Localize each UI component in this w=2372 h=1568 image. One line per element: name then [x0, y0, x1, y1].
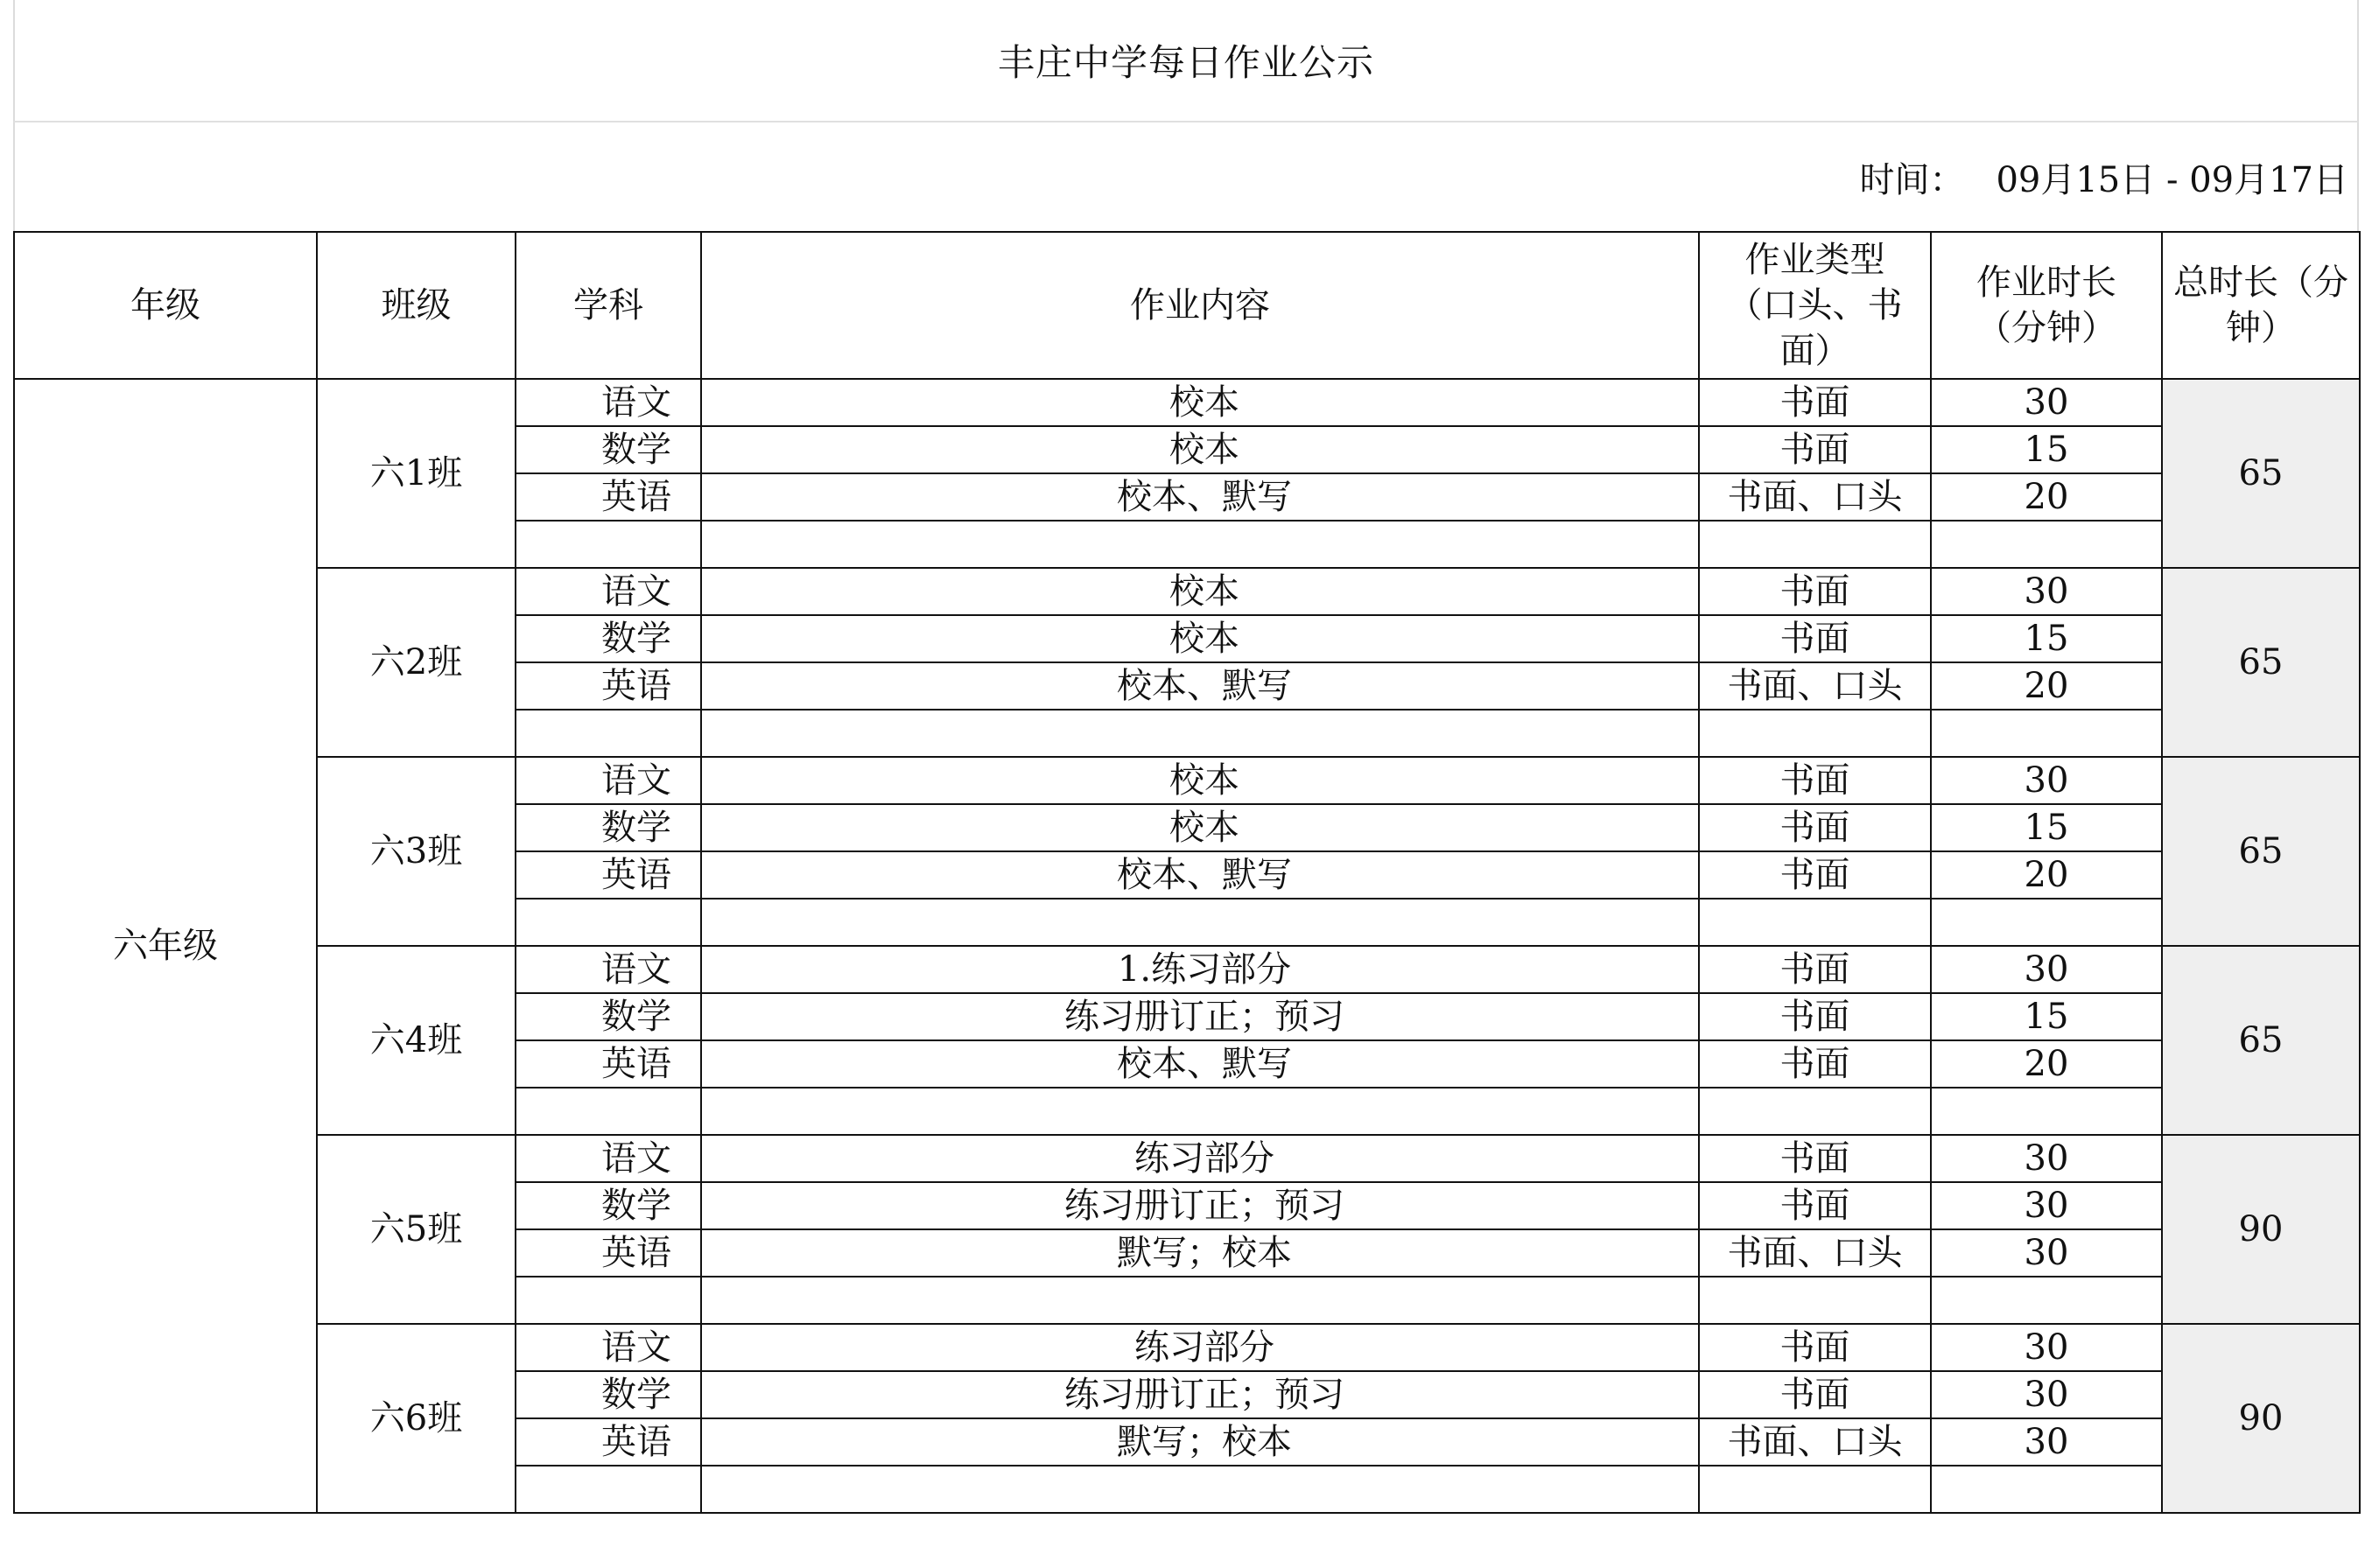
duration-cell: 30 [1931, 1371, 2162, 1418]
type-cell [1699, 1277, 1931, 1324]
table-row [14, 1135, 2360, 1182]
content-cell: 默写；校本 [701, 1229, 1699, 1277]
content-cell: 校本 [701, 615, 1699, 662]
content-cell [701, 1466, 1699, 1513]
type-cell [1699, 710, 1931, 757]
subject-cell: 语文 [516, 568, 701, 615]
duration-cell [1931, 1277, 2162, 1324]
type-cell: 书面 [1699, 615, 1931, 662]
type-cell: 书面、口头 [1699, 1418, 1931, 1466]
subject-cell: 数学 [516, 1371, 701, 1418]
duration-cell: 20 [1931, 851, 2162, 899]
header-grade: 年级 [14, 232, 317, 379]
type-cell [1699, 1088, 1931, 1135]
header-content: 作业内容 [701, 232, 1699, 379]
duration-cell: 30 [1931, 1182, 2162, 1229]
header-subject: 学科 [516, 232, 701, 379]
subject-cell [516, 899, 701, 946]
subject-cell: 英语 [516, 473, 701, 521]
table-row [14, 568, 2360, 615]
type-cell [1699, 521, 1931, 568]
content-cell: 练习册订正；预习 [701, 1182, 1699, 1229]
type-cell: 书面 [1699, 804, 1931, 851]
type-cell: 书面、口头 [1699, 662, 1931, 710]
content-cell [701, 710, 1699, 757]
total-duration-cell: 65 [2162, 946, 2360, 1135]
subject-cell [516, 521, 701, 568]
date-range-row [13, 122, 2359, 231]
content-cell: 练习册订正；预习 [701, 993, 1699, 1040]
duration-cell: 30 [1931, 379, 2162, 426]
class-name-cell: 六4班 [317, 946, 516, 1135]
subject-cell: 语文 [516, 379, 701, 426]
date-label: 时间： [1859, 159, 1965, 200]
type-cell: 书面 [1699, 946, 1931, 993]
content-cell [701, 1088, 1699, 1135]
type-cell: 书面 [1699, 757, 1931, 804]
sheet-title-row [13, 0, 2359, 122]
content-cell: 练习册订正；预习 [701, 1371, 1699, 1418]
content-cell: 校本 [701, 804, 1699, 851]
subject-cell [516, 1466, 701, 1513]
class-name-cell: 六1班 [317, 379, 516, 568]
header-duration: 作业时长（分钟） [1931, 232, 2162, 379]
table-body [14, 379, 2360, 1513]
content-cell: 校本、默写 [701, 851, 1699, 899]
class-name-cell: 六2班 [317, 568, 516, 757]
duration-cell [1931, 710, 2162, 757]
subject-cell: 数学 [516, 426, 701, 473]
duration-cell: 30 [1931, 1324, 2162, 1371]
content-cell [701, 899, 1699, 946]
content-cell: 校本、默写 [701, 662, 1699, 710]
subject-cell: 数学 [516, 804, 701, 851]
type-cell [1699, 1466, 1931, 1513]
content-cell: 练习部分 [701, 1324, 1699, 1371]
subject-cell: 英语 [516, 851, 701, 899]
content-cell: 练习部分 [701, 1135, 1699, 1182]
subject-cell: 数学 [516, 615, 701, 662]
duration-cell: 30 [1931, 1135, 2162, 1182]
duration-cell [1931, 1088, 2162, 1135]
duration-cell: 30 [1931, 1418, 2162, 1466]
content-cell: 校本、默写 [701, 473, 1699, 521]
date-range: 09月15日 - 09月17日 [1996, 159, 2348, 200]
grade-cell: 六年级 [14, 379, 317, 1513]
duration-cell: 20 [1931, 473, 2162, 521]
content-cell [701, 1277, 1699, 1324]
content-cell: 校本 [701, 379, 1699, 426]
duration-cell: 15 [1931, 804, 2162, 851]
subject-cell: 英语 [516, 662, 701, 710]
subject-cell: 语文 [516, 946, 701, 993]
total-duration-cell: 65 [2162, 757, 2360, 946]
duration-cell: 30 [1931, 568, 2162, 615]
type-cell: 书面 [1699, 1135, 1931, 1182]
subject-cell [516, 1088, 701, 1135]
subject-cell [516, 1277, 701, 1324]
type-cell: 书面 [1699, 379, 1931, 426]
type-cell: 书面 [1699, 993, 1931, 1040]
class-name-cell: 六5班 [317, 1135, 516, 1324]
class-name-cell: 六3班 [317, 757, 516, 946]
type-cell: 书面 [1699, 1040, 1931, 1088]
table-row [14, 757, 2360, 804]
table-row [14, 1324, 2360, 1371]
type-cell: 书面 [1699, 426, 1931, 473]
type-cell: 书面 [1699, 1324, 1931, 1371]
homework-table [13, 231, 2361, 1514]
duration-cell: 30 [1931, 757, 2162, 804]
duration-cell: 30 [1931, 946, 2162, 993]
type-cell: 书面、口头 [1699, 1229, 1931, 1277]
duration-cell [1931, 1466, 2162, 1513]
total-duration-cell: 90 [2162, 1324, 2360, 1513]
duration-cell: 20 [1931, 1040, 2162, 1088]
table-row [14, 379, 2360, 426]
content-cell: 1.练习部分 [701, 946, 1699, 993]
subject-cell [516, 710, 701, 757]
header-class: 班级 [317, 232, 516, 379]
header-type: 作业类型（口头、书面） [1699, 232, 1931, 379]
type-cell: 书面 [1699, 568, 1931, 615]
duration-cell: 20 [1931, 662, 2162, 710]
type-cell: 书面 [1699, 1182, 1931, 1229]
subject-cell: 英语 [516, 1418, 701, 1466]
total-duration-cell: 65 [2162, 379, 2360, 568]
duration-cell: 15 [1931, 426, 2162, 473]
duration-cell: 15 [1931, 993, 2162, 1040]
content-cell: 校本 [701, 426, 1699, 473]
header-row [14, 232, 2360, 379]
subject-cell: 语文 [516, 757, 701, 804]
table-row [14, 946, 2360, 993]
class-name-cell: 六6班 [317, 1324, 516, 1513]
homework-sheet [13, 0, 2359, 1514]
content-cell [701, 521, 1699, 568]
duration-cell [1931, 521, 2162, 568]
content-cell: 默写；校本 [701, 1418, 1699, 1466]
sheet-title: 丰庄中学每日作业公示 [997, 41, 1374, 84]
content-cell: 校本 [701, 568, 1699, 615]
content-cell: 校本、默写 [701, 1040, 1699, 1088]
subject-cell: 英语 [516, 1229, 701, 1277]
header-total: 总时长（分钟） [2162, 232, 2360, 379]
subject-cell: 数学 [516, 993, 701, 1040]
type-cell: 书面、口头 [1699, 473, 1931, 521]
duration-cell: 15 [1931, 615, 2162, 662]
subject-cell: 语文 [516, 1135, 701, 1182]
duration-cell: 30 [1931, 1229, 2162, 1277]
type-cell: 书面 [1699, 851, 1931, 899]
total-duration-cell: 65 [2162, 568, 2360, 757]
type-cell [1699, 899, 1931, 946]
subject-cell: 数学 [516, 1182, 701, 1229]
content-cell: 校本 [701, 757, 1699, 804]
subject-cell: 英语 [516, 1040, 701, 1088]
total-duration-cell: 90 [2162, 1135, 2360, 1324]
duration-cell [1931, 899, 2162, 946]
type-cell: 书面 [1699, 1371, 1931, 1418]
subject-cell: 语文 [516, 1324, 701, 1371]
